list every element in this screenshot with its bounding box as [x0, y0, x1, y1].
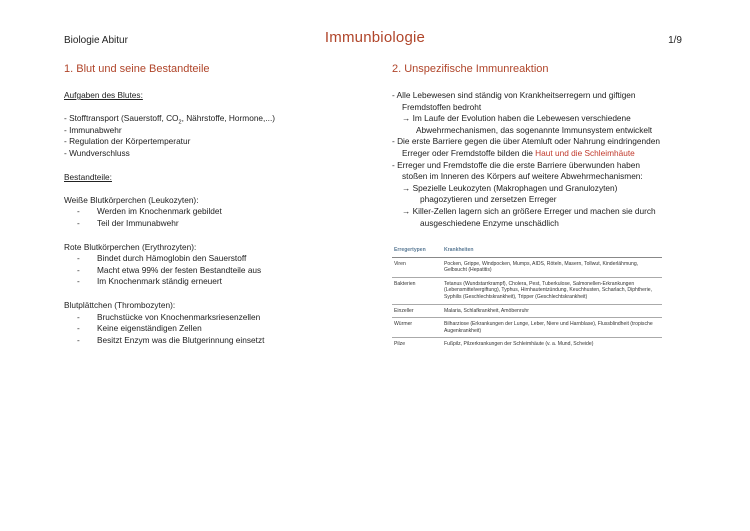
- immune-text: [392, 90, 692, 229]
- page-title: Immunbiologie: [324, 29, 426, 46]
- column-header: Erregertypen: [392, 244, 442, 257]
- tasks-heading: Aufgaben des Blutes:: [64, 90, 143, 100]
- text-line: ausgeschiedene Enzyme unschädlich: [420, 217, 559, 228]
- group-title: Blutplättchen (Thrombozyten):: [64, 299, 176, 310]
- table-cell: Bilharziose (Erkrankungen der Lunge, Leber, Niere und Harnblase), Flussblindheit (tropische Augenkrankheit): [442, 318, 662, 338]
- group-title: Rote Blutkörperchen (Erythrozyten):: [64, 241, 197, 252]
- table-cell: Würmer: [392, 318, 442, 338]
- components-heading: Bestandteile:: [64, 171, 112, 182]
- highlight-skin-mucosa: Haut und die Schleimhäute: [535, 147, 635, 158]
- group-erythrocytes: [64, 242, 364, 288]
- table-cell: Pilze: [394, 341, 406, 348]
- table-cell: Fußpilz, Pilzerkrankungen der Schleimhäute (v. a. Mund, Scheide): [444, 341, 594, 348]
- table-row: [392, 318, 662, 338]
- text-line: Erreger oder Fremdstoffe bilden die Haut und die Schleimhäute: [402, 147, 635, 158]
- text-line: stoßen im Inneren des Körpers auf weitere Abwehrmechanismen:: [402, 171, 643, 182]
- table-cell: Bakterien: [392, 277, 442, 304]
- text-line: Fremdstoffen bedroht: [402, 101, 482, 112]
- page-number: 1/9: [668, 35, 682, 46]
- table-row: [392, 338, 662, 351]
- column-header: Krankheiten: [442, 244, 662, 257]
- table-row: [392, 257, 662, 277]
- left-column: [64, 62, 364, 358]
- list-item: - Keine eigenständigen Zellen: [77, 323, 202, 334]
- task-item: - Regulation der Körpertemperatur: [64, 136, 191, 147]
- header-subject: Biologie Abitur: [64, 35, 128, 46]
- table-cell: Pocken, Grippe, Windpocken, Mumps, AIDS, Röteln, Masern, Tollwut, Kinderlähmung, Gelbsucht (Hepatitis): [442, 257, 662, 277]
- task-item: - Immunabwehr: [64, 124, 122, 135]
- list-item: - Bruchstücke von Knochenmarksriesenzellen: [77, 311, 261, 322]
- list-item: - Im Knochenmark ständig erneuert: [77, 276, 222, 287]
- text-line: - Alle Lebewesen sind ständig von Krankheitserregern und giftigen: [392, 90, 636, 100]
- text-line: → Killer-Zellen lagern sich an größere Erreger und machen sie durch: [402, 205, 656, 216]
- text-line: - Die erste Barriere gegen die über Atemluft oder Nahrung eindringenden: [392, 136, 660, 147]
- list-item: - Macht etwa 99% der festen Bestandteile aus: [77, 264, 262, 275]
- table-row: [392, 277, 662, 304]
- text-line: phagozytieren und zersetzen Erreger: [420, 194, 557, 205]
- table-header-row: [392, 244, 662, 257]
- text-line: Abwehrmechanismen, das sogenannte Immunsystem entwickelt: [416, 124, 653, 135]
- text-line: → Spezielle Leukozyten (Makrophagen und Granulozyten): [402, 182, 618, 193]
- table-cell: Einzeller: [392, 304, 442, 318]
- section-title-blood: 1. Blut und seine Bestandteile: [64, 63, 210, 75]
- table-cell: Tetanus (Wundstarrkrampf), Cholera, Pest, Tuberkulose, Salmonellen-Erkrankungen (Lebensmittelvergiftung), Typhus, Hirnhautentzündung, Keuchhusten, Scharlach, Diphtherie, Syphilis (Geschlechtskrankheit), Tripper (Geschlechtskrankheit): [442, 277, 662, 304]
- pathogen-table: [392, 244, 662, 351]
- list-item: - Besitzt Enzym was die Blutgerinnung einsetzt: [77, 334, 265, 345]
- list-item: - Teil der Immunabwehr: [77, 217, 179, 228]
- task-item: - Wundverschluss: [64, 147, 130, 158]
- group-title: Weiße Blutkörperchen (Leukozyten):: [64, 194, 199, 205]
- list-item: - Bindet durch Hämoglobin den Sauerstoff: [77, 253, 247, 264]
- right-column: [392, 62, 692, 229]
- group-thrombocytes: [64, 300, 364, 346]
- table-cell: Viren: [392, 257, 442, 277]
- text-line: - Erreger und Fremdstoffe die die erste Barriere überwunden haben: [392, 159, 640, 170]
- tasks-list: [64, 113, 364, 159]
- group-leukocytes: [64, 195, 364, 230]
- list-item: - Werden im Knochenmark gebildet: [77, 206, 222, 217]
- section-title-immune: 2. Unspezifische Immunreaktion: [392, 63, 549, 75]
- table-row: [392, 304, 662, 318]
- table-cell: Malaria, Schlafkrankheit, Amöbenruhr: [442, 304, 662, 318]
- text-line: → Im Laufe der Evolution haben die Lebewesen verschiedene: [402, 113, 631, 124]
- task-item: - Stofftransport (Sauerstoff, $CO_2$, Nährstoffe, Hormone,...): [64, 113, 276, 126]
